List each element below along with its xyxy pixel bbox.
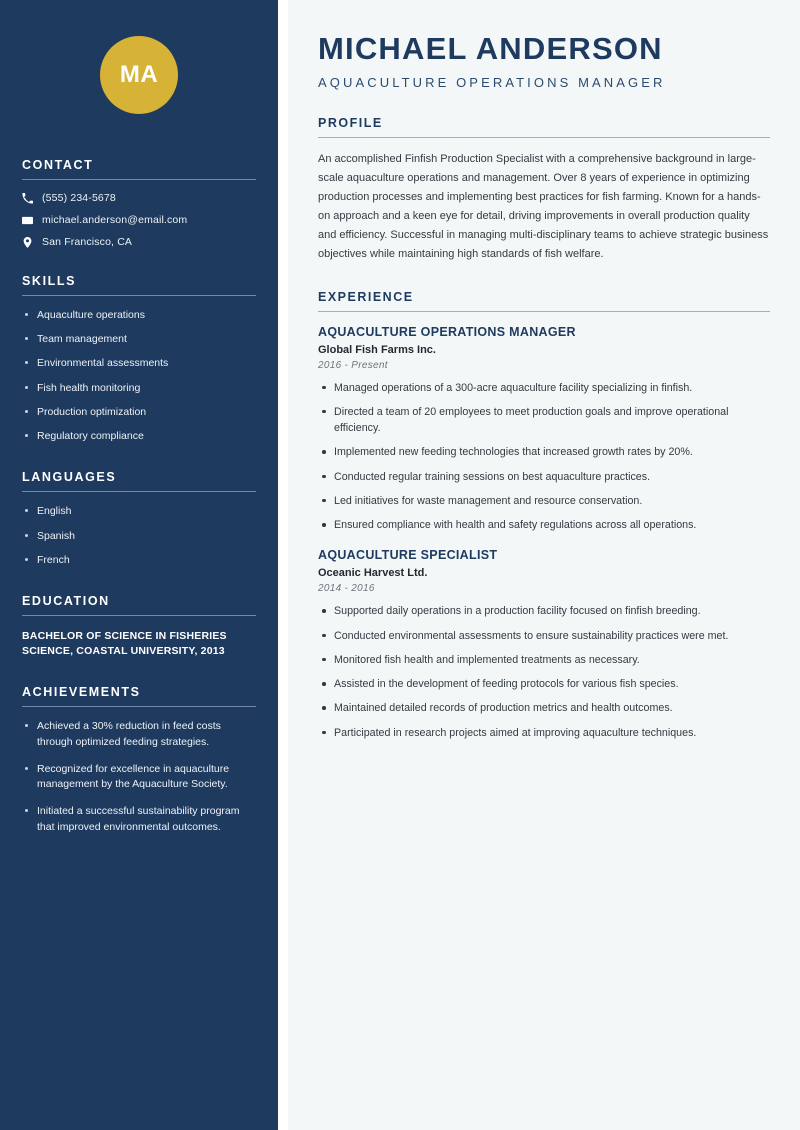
achievements-heading: ACHIEVEMENTS (22, 685, 141, 700)
job-dates: 2014 - 2016 (318, 583, 375, 595)
avatar (100, 36, 178, 114)
profile-divider (318, 137, 770, 138)
list-item: Achieved a 30% reduction in feed costs through optimized feeding strategies. (22, 719, 256, 749)
list-item: Led initiatives for waste management and resource conservation. (318, 493, 770, 509)
contact-location-value: San Francisco, CA (42, 236, 133, 248)
achievements-list (22, 719, 256, 834)
map-pin-icon (22, 237, 42, 248)
education-divider (22, 615, 256, 616)
achievements-section (22, 685, 256, 834)
list-item: Conducted environmental assessments to ensure sustainability practices were met. (318, 628, 770, 644)
column-gutter (278, 0, 288, 1130)
education-heading: EDUCATION (22, 593, 110, 608)
list-item: Production optimization (22, 405, 256, 420)
experience-divider (318, 311, 770, 312)
list-item: Conducted regular training sessions on best aquaculture practices. (318, 469, 770, 485)
list-item: Regulatory compliance (22, 429, 256, 444)
list-item: Maintained detailed records of production metrics and health outcomes. (318, 700, 770, 716)
skills-heading: SKILLS (22, 274, 77, 288)
job-company: Global Fish Farms Inc. (318, 343, 436, 356)
education-section (22, 594, 256, 659)
avatar-container (22, 0, 256, 114)
sidebar (0, 0, 278, 1130)
contact-list (22, 192, 256, 248)
experience-entry (318, 548, 770, 741)
list-item: Assisted in the development of feeding protocols for various fish species. (318, 676, 770, 692)
list-item: Recognized for excellence in aquaculture management by the Aquaculture Society. (22, 762, 256, 792)
experience-entry (318, 325, 770, 534)
skills-list (22, 308, 256, 444)
contact-item-email[interactable] (22, 214, 256, 226)
achievements-divider (22, 706, 256, 707)
list-item: Environmental assessments (22, 356, 256, 371)
list-item: Aquaculture operations (22, 308, 256, 323)
profile-heading: PROFILE (318, 116, 383, 131)
contact-phone-value: (555) 234-5678 (42, 192, 116, 204)
languages-list (22, 504, 256, 568)
job-bullet-list (318, 603, 770, 741)
job-company: Oceanic Harvest Ltd. (318, 567, 428, 580)
avatar-initials: MA (119, 61, 159, 88)
contact-item-phone[interactable] (22, 192, 256, 204)
list-item: English (22, 504, 256, 519)
list-item: Managed operations of a 300-acre aquaculture facility specializing in finfish. (318, 380, 770, 396)
phone-icon (22, 193, 42, 204)
languages-divider (22, 491, 256, 492)
languages-section (22, 470, 256, 568)
job-title: AQUACULTURE OPERATIONS MANAGER (318, 324, 576, 339)
education-entry: BACHELOR OF SCIENCE IN FISHERIES SCIENCE, COASTAL UNIVERSITY, 2013 (22, 629, 227, 658)
languages-heading: LANGUAGES (22, 470, 117, 485)
experience-section (318, 290, 770, 741)
list-item: Team management (22, 332, 256, 347)
skills-divider (22, 295, 256, 296)
list-item: Participated in research projects aimed at improving aquaculture techniques. (318, 725, 770, 741)
job-role-subtitle: AQUACULTURE OPERATIONS MANAGER (318, 75, 666, 91)
list-item: Implemented new feeding technologies that increased growth rates by 20%. (318, 444, 770, 460)
list-item: French (22, 553, 256, 568)
job-bullet-list (318, 380, 770, 534)
list-item: Ensured compliance with health and safety regulations across all operations. (318, 517, 770, 533)
skills-section (22, 274, 256, 444)
contact-item-location[interactable] (22, 236, 256, 248)
list-item: Directed a team of 20 employees to meet production goals and improve operational efficiency. (318, 404, 770, 437)
contact-email-value: michael.anderson@email.com (42, 214, 188, 226)
job-title: AQUACULTURE SPECIALIST (318, 548, 498, 563)
profile-section (318, 116, 770, 263)
profile-text: An accomplished Finfish Production Specialist with a comprehensive background in large-scale aquaculture operations and management. Over 8 years of experience in optimizing production processes and implementing best practices for fish farming. Known for a hands-on approach and a keen eye for detail, driving improvements in overall production quality and efficiency. Successful in managing multi-disciplinary teams to achieve strategic business objectives while maintaining high standards of fish welfare. (318, 153, 769, 260)
page-title: MICHAEL ANDERSON (318, 31, 663, 66)
experience-heading: EXPERIENCE (318, 289, 414, 304)
list-item: Spanish (22, 529, 256, 544)
list-item: Fish health monitoring (22, 381, 256, 396)
envelope-icon (22, 215, 42, 226)
list-item: Monitored fish health and implemented treatments as necessary. (318, 652, 770, 668)
contact-heading: CONTACT (22, 158, 94, 172)
contact-divider (22, 179, 256, 180)
job-dates: 2016 - Present (318, 359, 388, 371)
list-item: Supported daily operations in a production facility focused on finfish breeding. (318, 603, 770, 619)
contact-section (22, 158, 256, 248)
list-item: Initiated a successful sustainability program that improved environmental outcomes. (22, 804, 256, 834)
main-content (288, 0, 800, 1130)
